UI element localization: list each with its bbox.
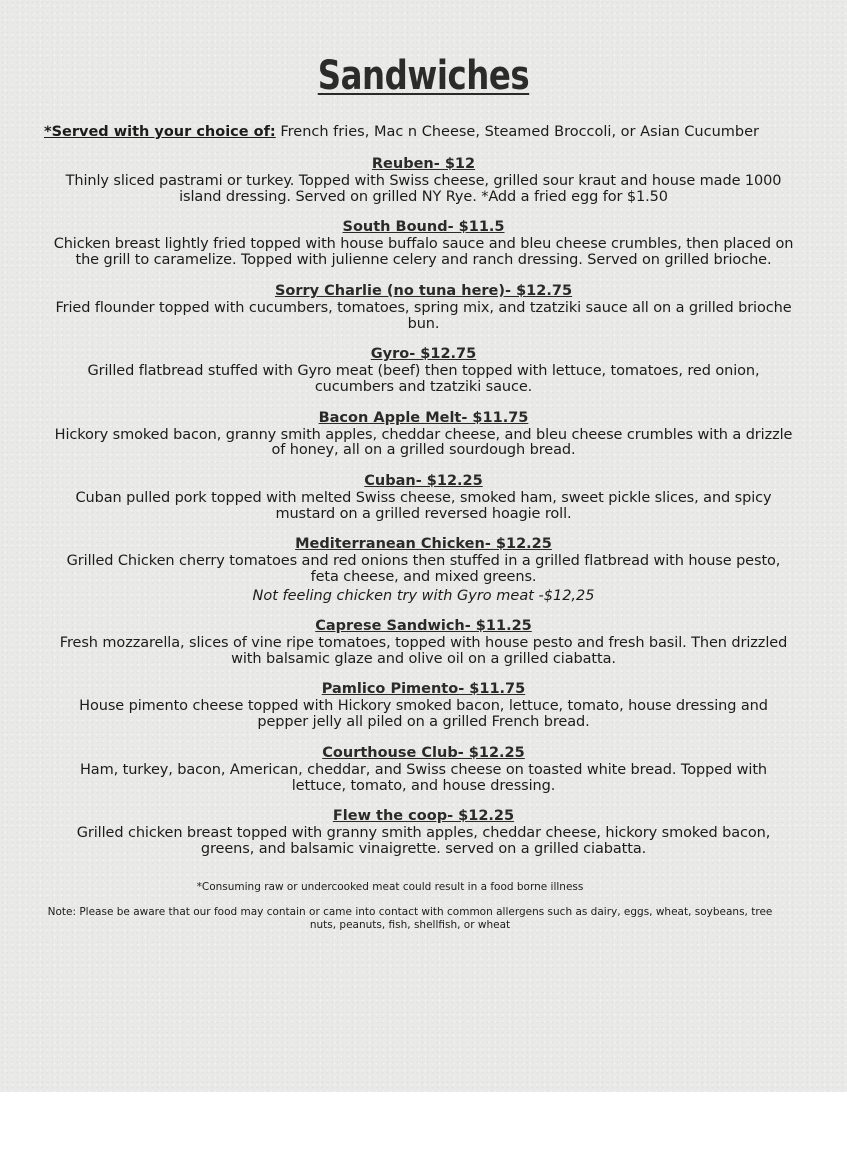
menu-item-gyro bbox=[0, 344, 847, 407]
item-note: Not feeling chicken try with Gyro meat -$12,25 bbox=[252, 587, 595, 604]
item-name: South Bound- $11.5 bbox=[342, 219, 505, 236]
allergen-note: Note: Please be aware that our food may contain or came into contact with common allergens such as dairy, eggs, wheat, soybeans, tree nuts, peanuts, fish, shellfish, or wheat bbox=[47, 906, 773, 931]
sandwich-list bbox=[0, 154, 847, 870]
item-description: Grilled flatbread stuffed with Gyro meat (beef) then topped with lettuce, tomatoes, red onion, cucumbers and tzatziki sauce. bbox=[87, 363, 760, 395]
served-with-lead: *Served with your choice of: bbox=[44, 124, 276, 140]
item-description: Ham, turkey, bacon, American, cheddar, and Swiss cheese on toasted white bread. Topped with lettuce, tomato, and house dressing. bbox=[80, 761, 767, 794]
item-description: Grilled chicken breast topped with granny smith apples, cheddar cheese, hickory smoked bacon, greens, and balsamic vinaigrette. served on a grilled ciabatta. bbox=[76, 825, 771, 857]
item-name: Gyro- $12.75 bbox=[370, 346, 477, 363]
item-description: Chicken breast lightly fried topped with house buffalo sauce and bleu cheese crumbles, then placed on the grill to caramelize. Topped with julienne celery and ranch dressing. Served on grilled brioche. bbox=[53, 236, 794, 269]
item-name: Sorry Charlie (no tuna here)- $12.75 bbox=[274, 282, 573, 299]
menu-item-sorry-charlie bbox=[0, 281, 847, 344]
served-with-line bbox=[44, 123, 824, 141]
item-name: Caprese Sandwich- $11.25 bbox=[315, 617, 532, 634]
item-name: Reuben- $12 bbox=[371, 156, 476, 172]
menu-item-bacon-apple-melt bbox=[0, 408, 847, 471]
item-name: Bacon Apple Melt- $11.75 bbox=[318, 409, 529, 426]
item-description: Hickory smoked bacon, granny smith apples, cheddar cheese, and bleu cheese crumbles with a drizzle of honey, all on a grilled sourdough bread. bbox=[54, 426, 793, 459]
menu-item-flew-the-coop bbox=[0, 806, 847, 869]
menu-title-text: Sandwiches bbox=[317, 53, 530, 99]
menu-item-mediterranean-chicken bbox=[0, 534, 847, 616]
item-name: Cuban- $12.25 bbox=[364, 472, 483, 489]
raw-meat-disclaimer: *Consuming raw or undercooked meat could result in a food borne illness bbox=[196, 881, 584, 893]
menu-item-pamlico-pimento bbox=[0, 679, 847, 742]
menu-title bbox=[0, 50, 847, 102]
menu-item-caprese-sandwich bbox=[0, 616, 847, 679]
menu-item-reuben bbox=[0, 154, 847, 217]
served-with-options: French fries, Mac n Cheese, Steamed Broccoli, or Asian Cucumber bbox=[275, 124, 759, 140]
item-description: House pimento cheese topped with Hickory smoked bacon, lettuce, tomato, house dressing and pepper jelly all piled on a grilled French bread. bbox=[79, 698, 768, 731]
menu-item-courthouse-club bbox=[0, 743, 847, 806]
item-description: Thinly sliced pastrami or turkey. Topped with Swiss cheese, grilled sour kraut and house made 1000 island dressing. Served on grilled NY Rye. *Add a fried egg for $1.50 bbox=[65, 173, 782, 205]
item-name: Mediterranean Chicken- $12.25 bbox=[295, 536, 552, 553]
item-description: Grilled Chicken cherry tomatoes and red onions then stuffed in a grilled flatbread with house pesto, feta cheese, and mixed greens. bbox=[66, 553, 781, 586]
menu-item-south-bound bbox=[0, 217, 847, 280]
menu-item-cuban bbox=[0, 471, 847, 534]
item-name: Pamlico Pimento- $11.75 bbox=[321, 681, 526, 698]
item-name: Flew the coop- $12.25 bbox=[332, 808, 515, 825]
item-name: Courthouse Club- $12.25 bbox=[322, 744, 525, 761]
item-description: Fried flounder topped with cucumbers, tomatoes, spring mix, and tzatziki sauce all on a grilled brioche bun. bbox=[55, 299, 792, 332]
item-description: Fresh mozzarella, slices of vine ripe tomatoes, topped with house pesto and fresh basil. Then drizzled with balsamic glaze and olive oil on a grilled ciabatta. bbox=[59, 634, 788, 667]
item-description: Cuban pulled pork topped with melted Swiss cheese, smoked ham, sweet pickle slices, and spicy mustard on a grilled reversed hoagie roll. bbox=[75, 489, 772, 522]
